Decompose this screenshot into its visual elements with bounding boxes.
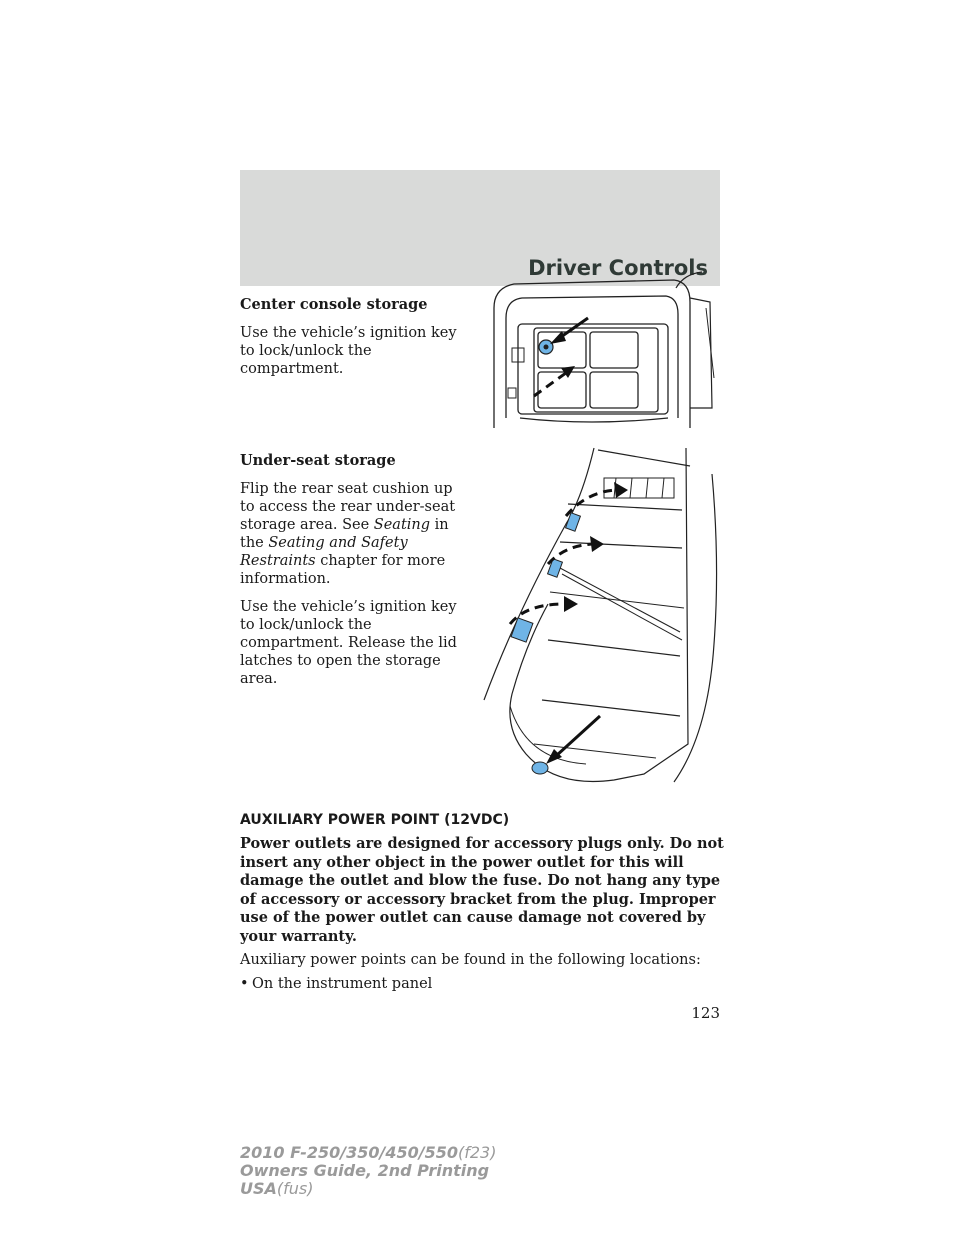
underseat-storage-text-2: Use the vehicle’s ignition key to lock/unlock the compartment. Release the lid latches to open the storage area. [240,599,457,687]
console-storage-section [240,296,460,388]
text-run: in the [240,517,449,551]
page-number: 123 [691,1004,720,1022]
footer-model-code: (f23) [458,1143,497,1162]
chapter-reference: Seating and Safety Restraints [240,535,408,569]
footer-region-code: (fus) [276,1179,314,1198]
power-point-heading: AUXILIARY POWER POINT (12VDC) [240,812,510,828]
console-storage-heading: Center console storage [240,296,428,313]
power-location-text: On the instrument panel [252,976,433,992]
underseat-storage-section [240,452,458,698]
underseat-storage-heading: Under-seat storage [240,452,396,469]
footer-guide-line: Owners Guide, 2nd Printing [240,1161,490,1180]
power-locations-intro: Auxiliary power points can be found in the following locations: [240,952,701,968]
power-location-item [240,976,432,992]
text-run: chapter for more information. [240,553,446,587]
bullet-glyph: • [240,976,249,992]
underseat-storage-text-1 [240,480,458,588]
power-outlet-warning: Power outlets are designed for accessory plugs only. Do not insert any other object in the power outlet for this will damage the outlet and blow the fuse. Do not hang any type of accessory or accessory bracket from the plug. Improper use of the power outlet can cause damage not covered by your warranty. [240,835,724,945]
text-run: Flip the rear seat cushion up to access the rear under-seat storage area. See [240,481,456,533]
chapter-title: Driver Controls [528,256,708,280]
seating-reference: Seating [373,517,431,533]
underseat-storage-illustration [476,444,724,790]
console-storage-text: Use the vehicle’s ignition key to lock/unlock the compartment. [240,325,457,377]
footer-model-line [240,1144,496,1162]
footer-model: 2010 F-250/350/450/550 [240,1143,458,1162]
console-storage-illustration [490,268,722,436]
document-footer [240,1144,496,1198]
footer-region-line [240,1180,496,1198]
footer-region: USA [240,1179,277,1198]
